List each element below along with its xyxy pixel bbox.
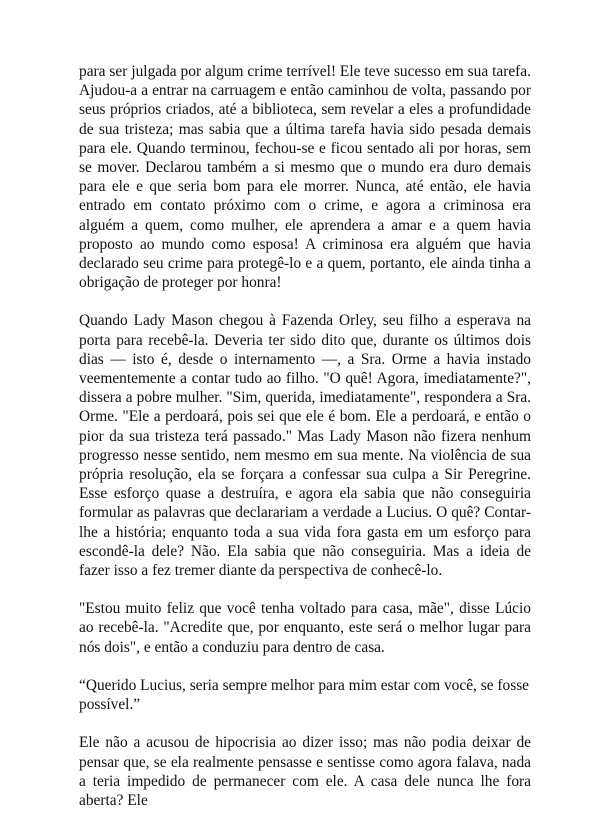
paragraph-4: “Querido Lucius, seria sempre melhor para mim estar com você, se fosse possível.” bbox=[79, 676, 530, 714]
paragraph-3: "Estou muito feliz que você tenha voltado para casa, mãe", disse Lúcio ao recebê-la. "Acredite que, por enquanto, este será o melhor lugar para nós dois", e então a conduziu para dentro de casa. bbox=[79, 600, 531, 656]
document-page bbox=[79, 62, 531, 829]
paragraph-2: Quando Lady Mason chegou à Fazenda Orley, seu filho a esperava na porta para recebê-la. Deveria ter sido dito que, durante os últimos dois dias — isto é, desde o internamento —, a Sra. Orme a havia instado veementemente a contar tudo ao filho. "O quê! Agora, imediatamente?", dissera a pobre mulher. "Sim, querida, imediatamente", respondera a Sra. Orme. "Ele a perdoará, pois sei que ele é bom. Ele a perdoará, e então o pior da sua tristeza terá passado." Mas Lady Mason não fizera nenhum progresso nesse sentido, nem mesmo em sua mente. Na violência de sua própria resolução, ela se forçara a confessar sua culpa a Sir Peregrine. Esse esforço quase a destruíra, e agora ela sabia que não conseguiria formular as palavras que declarariam a verdade a Lucius. O quê? Contar-lhe a história; enquanto toda a sua vida fora gasta em um esforço para escondê-la dele? Não. Ela sabia que não conseguiria. Mas a ideia de fazer isso a fez tremer diante da perspectiva de conhecê-lo. bbox=[79, 312, 531, 580]
paragraph-1: para ser julgada por algum crime terrível! Ele teve sucesso em sua tarefa. Ajudou-a a entrar na carruagem e então caminhou de volta, passando por seus próprios criados, até a biblioteca, sem revelar a eles a profundidade de sua tristeza; mas sabia que a última tarefa havia sido pesada demais para ele. Quando terminou, fechou-se e ficou sentado ali por horas, sem se mover. Declarou também a si mesmo que o mundo era duro demais para ele e que seria bom para ele morrer. Nunca, até então, ele havia entrado em contato próximo com o crime, e agora a criminosa era alguém a quem, como mulher, ele aprendera a amar e a quem havia proposto ao mundo como esposa! A criminosa era alguém que havia declarado seu crime para protegê-lo e a quem, portanto, ele ainda tinha a obrigação de proteger por honra! bbox=[79, 63, 531, 292]
paragraph-5: Ele não a acusou de hipocrisia ao dizer isso; mas não podia deixar de pensar que, se ela realmente pensasse e sentisse como agora falava, nada a teria impedido de permanecer com ele. A casa dele nunca lhe fora aberta? Ele bbox=[79, 734, 531, 809]
